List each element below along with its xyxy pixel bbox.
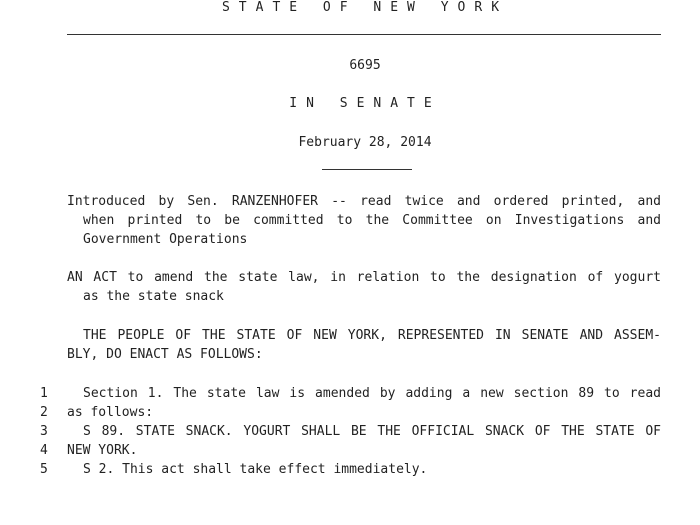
- introduction-line-1: Introduced by Sen. RANZENHOFER -- read twice and ordered printed, and: [67, 194, 661, 209]
- title-clause-line-2: as the state snack: [83, 289, 224, 304]
- line-number: 2: [40, 405, 48, 420]
- introduction-line-3: Government Operations: [83, 232, 248, 247]
- enacting-clause-line-2: BLY, DO ENACT AS FOLLOWS:: [67, 347, 263, 362]
- body-line: S 2. This act shall take effect immediately.: [83, 462, 428, 477]
- line-number: 4: [40, 443, 48, 458]
- body-line: Section 1. The state law is amended by adding a new section 89 to read: [83, 386, 661, 401]
- chamber-label: IN SENATE: [289, 96, 441, 111]
- state-title: STATE OF NEW YORK: [221, 0, 509, 15]
- enacting-clause-line-1: THE PEOPLE OF THE STATE OF NEW YORK, REPRESENTED IN SENATE AND ASSEM-: [83, 328, 661, 343]
- date-rule: [322, 169, 412, 170]
- body-line: as follows:: [67, 405, 154, 420]
- title-clause-line-1: AN ACT to amend the state law, in relation to the designation of yogurt: [67, 270, 661, 285]
- line-number: 5: [40, 462, 48, 477]
- line-number: 3: [40, 424, 48, 439]
- line-number: 1: [40, 386, 48, 401]
- body-line: S 89. STATE SNACK. YOGURT SHALL BE THE OFFICIAL SNACK OF THE STATE OF: [83, 424, 661, 439]
- bill-number: 6695: [349, 58, 381, 73]
- bill-date: February 28, 2014: [298, 135, 432, 150]
- body-line: NEW YORK.: [67, 443, 138, 458]
- header-rule: [67, 34, 661, 35]
- introduction-line-2: when printed to be committed to the Committee on Investigations and: [83, 213, 661, 228]
